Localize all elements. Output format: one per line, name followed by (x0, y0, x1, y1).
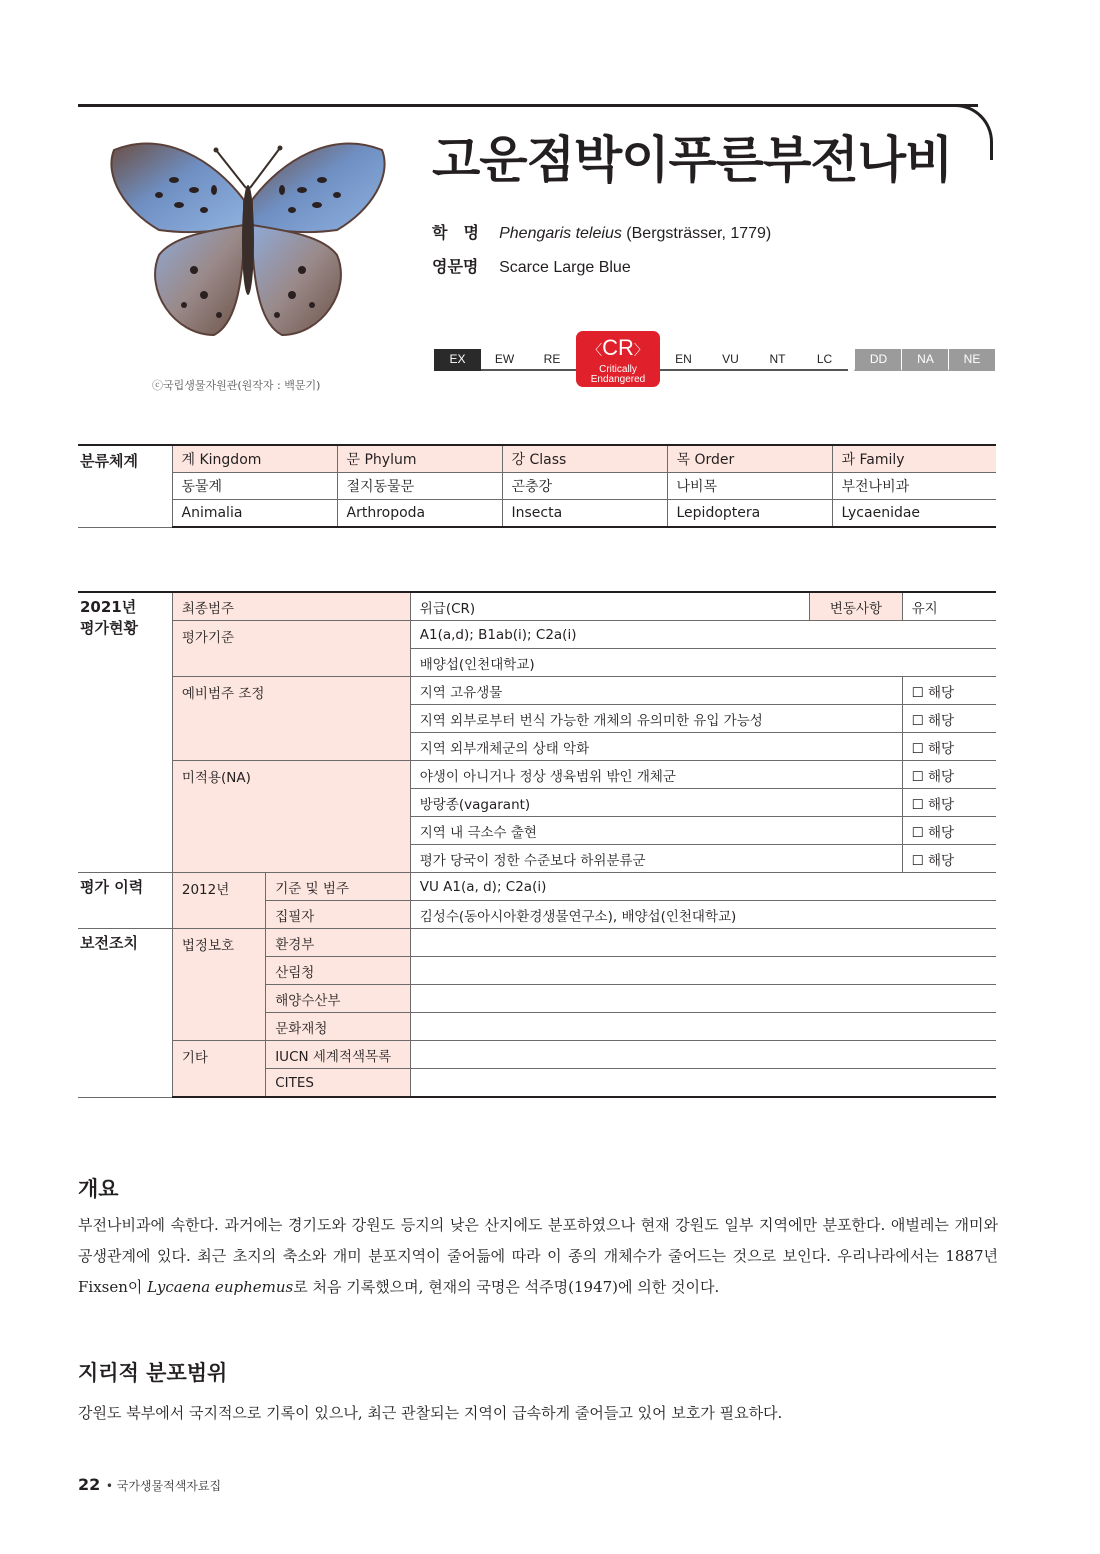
taxonomy-korean: 절지동물문 (337, 473, 502, 500)
taxonomy-latin: Lycaenidae (832, 500, 996, 528)
legal-item: 문화재청 (266, 1013, 411, 1041)
regional-item: 지역 외부로부터 번식 가능한 개체의 유의미한 유입 가능성 (410, 705, 902, 733)
taxonomy-latin: Arthropoda (337, 500, 502, 528)
taxonomy-header: 문 Phylum (337, 445, 502, 473)
taxonomy-korean: 동물계 (172, 473, 337, 500)
na-item: 평가 당국이 정한 수준보다 하위분류군 (410, 845, 902, 873)
status-current-label-1: Critically (599, 364, 637, 375)
publication-title: 국가생물적색자료집 (116, 1479, 222, 1493)
status-nt: NT (754, 349, 801, 371)
change-label: 변동사항 (810, 592, 902, 621)
na-item: 방랑종(vagarant) (410, 789, 902, 817)
regional-item: 지역 외부개체군의 상태 악화 (410, 733, 902, 761)
header-rule (78, 104, 978, 107)
status-ne: NE (948, 349, 995, 371)
english-name-row (432, 254, 631, 277)
overview-text-italic: Lycaena euphemus (147, 1278, 294, 1296)
legal-item-value (410, 929, 996, 957)
regional-checkbox: ☐ 해당 (902, 705, 996, 733)
not-applicable-label: 미적용(NA) (172, 761, 410, 873)
scientific-name: Phengaris teleius (499, 225, 622, 242)
final-category-value: 위급(CR) (410, 592, 810, 621)
taxonomy-latin: Lepidoptera (667, 500, 832, 528)
na-checkbox: ☐ 해당 (902, 817, 996, 845)
taxonomy-korean: 곤충강 (502, 473, 667, 500)
scientific-name-row (432, 220, 771, 243)
header-rule-curve (955, 104, 993, 160)
na-checkbox: ☐ 해당 (902, 761, 996, 789)
status-re: RE (528, 349, 576, 371)
distribution-heading: 지리적 분포범위 (78, 1361, 228, 1385)
overview-text (78, 1210, 998, 1303)
taxonomy-korean: 나비목 (667, 473, 832, 500)
legal-protection-label: 법정보호 (172, 929, 265, 1041)
taxonomy-table (78, 444, 996, 528)
final-category-label: 최종범주 (172, 592, 410, 621)
page-number: 22 (78, 1475, 101, 1494)
image-credit: ⓒ국립생물자원관(원작자 : 백문기) (152, 379, 321, 392)
legal-item-value (410, 957, 996, 985)
other-item: IUCN 세계적색목록 (266, 1041, 411, 1069)
regional-checkbox: ☐ 해당 (902, 733, 996, 761)
evaluation-year: 2021년 (80, 598, 137, 616)
taxonomy-header: 계 Kingdom (172, 445, 337, 473)
taxonomy-header: 강 Class (502, 445, 667, 473)
history-criteria-value: VU A1(a, d); C2a(i) (410, 873, 996, 901)
evaluation-2021-label (78, 592, 172, 873)
history-label: 평가 이력 (78, 873, 172, 929)
footer-bullet: • (105, 1479, 117, 1493)
english-name-label: 영문명 (432, 257, 479, 276)
history-authors-value: 김성수(동아시아환경생물연구소), 배양섭(인천대학교) (410, 901, 996, 929)
status-current-label-2: Endangered (590, 374, 646, 385)
taxonomy-latin: Insecta (502, 500, 667, 528)
regional-adjustment-label: 예비범주 조정 (172, 677, 410, 761)
scientific-name-label: 학 명 (432, 223, 479, 242)
status-dd: DD (854, 349, 902, 371)
taxonomy-label: 분류체계 (78, 445, 172, 527)
status-na: NA (901, 349, 949, 371)
status-vu: VU (707, 349, 754, 371)
taxonomy-header: 목 Order (667, 445, 832, 473)
assessor-value: 배양섭(인천대학교) (410, 649, 996, 677)
history-year: 2012년 (172, 873, 265, 929)
status-en: EN (660, 349, 707, 371)
page-footer (78, 1475, 221, 1494)
evaluation-status-label: 평가현황 (80, 619, 138, 637)
regional-checkbox: ☐ 해당 (902, 677, 996, 705)
taxonomy-header: 과 Family (832, 445, 996, 473)
na-item: 지역 내 극소수 출현 (410, 817, 902, 845)
legal-item-value (410, 985, 996, 1013)
other-label: 기타 (172, 1041, 265, 1098)
scientific-author: (Bergsträsser, 1779) (626, 225, 772, 242)
history-criteria-label: 기준 및 범주 (266, 873, 411, 901)
na-checkbox: ☐ 해당 (902, 845, 996, 873)
overview-heading: 개요 (78, 1177, 119, 1201)
na-item: 야생이 아니거나 정상 생육범위 밖인 개체군 (410, 761, 902, 789)
status-ex: EX (434, 349, 481, 371)
status-ew: EW (481, 349, 528, 371)
change-value: 유지 (902, 592, 996, 621)
butterfly-illustration (104, 130, 392, 345)
legal-item: 해양수산부 (266, 985, 411, 1013)
evaluation-table (78, 591, 996, 1098)
other-item: CITES (266, 1069, 411, 1098)
taxonomy-latin: Animalia (172, 500, 337, 528)
right-arrow-icon: 〉 (633, 342, 648, 358)
status-current-code: CR (602, 335, 634, 360)
criteria-label: 평가기준 (172, 621, 410, 677)
distribution-text: 강원도 북부에서 국지적으로 기록이 있으나, 최근 관찰되는 지역이 급속하게 줄어들고 있어 보호가 필요하다. (78, 1404, 783, 1422)
other-item-value (410, 1069, 996, 1098)
regional-item: 지역 고유생물 (410, 677, 902, 705)
legal-item: 환경부 (266, 929, 411, 957)
taxonomy-korean: 부전나비과 (832, 473, 996, 500)
history-authors-label: 집필자 (266, 901, 411, 929)
legal-item: 산림청 (266, 957, 411, 985)
na-checkbox: ☐ 해당 (902, 789, 996, 817)
overview-text-1: 부전나비과에 속한다. 과거에는 경기도와 강원도 등지의 낮은 산지에도 분포하였으나 현재 강원도 일부 지역에만 분포한다. 애벌레는 개미와 공생관계에 있다. 최근 초지의 축소와 개미 분포지역이 줄어듦에 따라 이 종의 개체수가 줄어드는 것으로 보인다. 우리나라에서는 1887년 Fixsen이 (78, 1216, 998, 1296)
other-item-value (410, 1041, 996, 1069)
status-current-badge (576, 331, 660, 387)
left-arrow-icon: 〈 (588, 342, 603, 358)
legal-item-value (410, 1013, 996, 1041)
overview-text-2: 로 처음 기록했으며, 현재의 국명은 석주명(1947)에 의한 것이다. (293, 1278, 720, 1296)
status-lc: LC (801, 349, 848, 371)
conservation-label: 보전조치 (78, 929, 172, 1098)
species-title: 고운점박이푸른부전나비 (432, 131, 953, 189)
english-name: Scarce Large Blue (499, 259, 631, 276)
criteria-value: A1(a,d); B1ab(i); C2a(i) (410, 621, 996, 649)
